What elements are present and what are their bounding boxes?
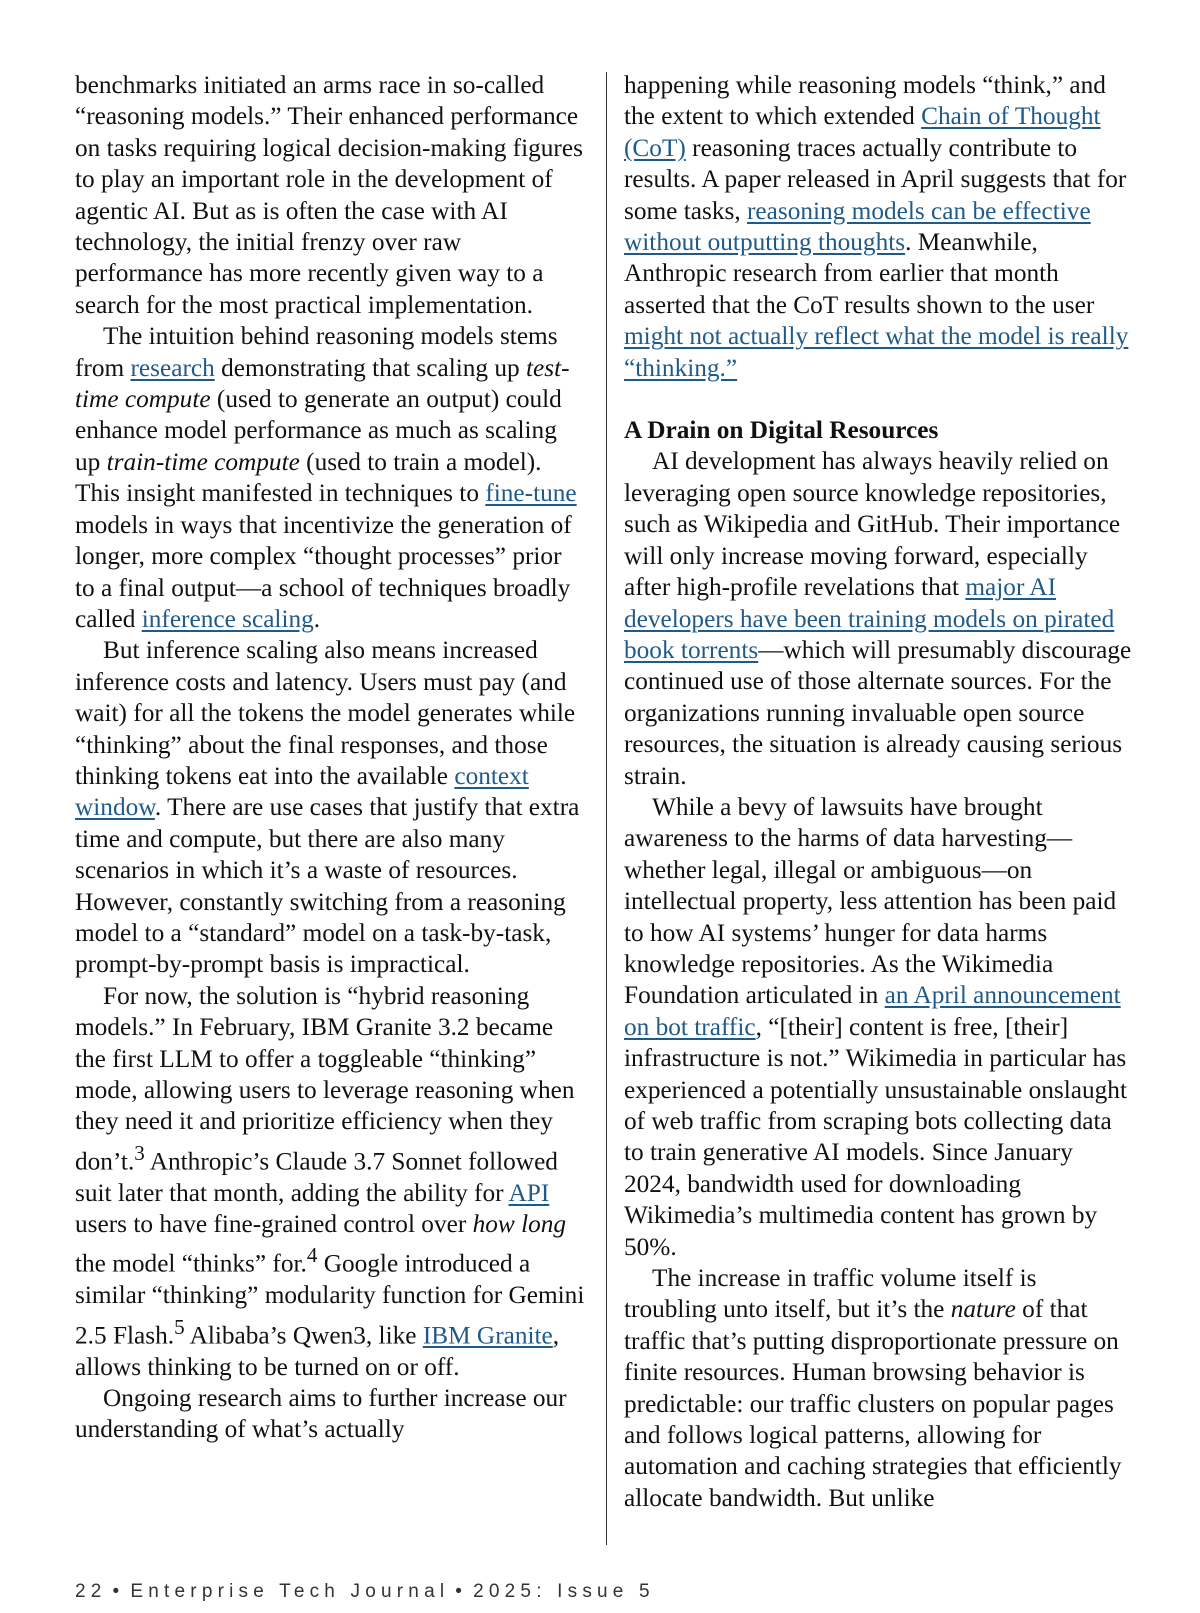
link-inference-scaling[interactable]: inference scaling xyxy=(141,604,314,633)
page-footer xyxy=(75,1581,655,1603)
link-api[interactable]: API xyxy=(508,1178,550,1207)
section-heading: A Drain on Digital Resources xyxy=(624,416,939,445)
link-chain-of-thought[interactable]: Chain of Thought (CoT) xyxy=(624,102,1101,162)
link-ibm-granite[interactable]: IBM Granite xyxy=(422,1321,553,1350)
link-context-window[interactable]: context window xyxy=(75,761,529,822)
paragraph: AI development has always heavily relied on leveraging open source knowledge repositories, such as Wikipedia and GitHub. Their importance will only increase moving forward, especially after high-profile revelations that major AI developers have been training models on pirated book torrents—which will presumably discourage continued use of those alternate sources. For the organizations running invaluable open source resources, the situation is already causing serious strain. xyxy=(624,447,1132,790)
paragraph: While a bevy of lawsuits have brought awareness to the harms of data harvesting—whether legal, illegal or ambiguous—on intellectual property, less attention has been paid to how AI systems’ hunger for data harms knowledge repositories. As the Wikimedia Foundation articulated in an April announcement on bot traffic, “[their] content is free, [their] infrastructure is not.” Wikimedia in particular has experienced a potentially unsustainable onslaught of web traffic from scraping bots collecting data to train generative AI models. Since January 2024, bandwidth used for downloading Wikimedia’s multimedia content has grown by 50%. xyxy=(624,792,1127,1261)
paragraph: But inference scaling also means increased inference costs and latency. Users must pay (and wait) for all the tokens the model generates while “thinking” about the final responses, and those thinking tokens eat into the available context window. There are use cases that justify that extra time and compute, but there are also many scenarios in which it’s a waste of resources. However, constantly switching from a reasoning model to a “standard” model on a task-by-task, prompt-by-prompt basis is impractical. xyxy=(75,636,580,979)
footnote-ref: 5 xyxy=(174,1314,185,1339)
link-research[interactable]: research xyxy=(130,353,215,382)
link-pirated-torrents[interactable]: major AI developers have been training models on pirated book torrents xyxy=(624,573,1115,664)
bullet-separator: • xyxy=(455,1581,468,1602)
issue-label: 2025: Issue 5 xyxy=(473,1581,655,1602)
page-number: 22 xyxy=(75,1581,107,1602)
paragraph: For now, the solution is “hybrid reasoning models.” In February, IBM Granite 3.2 became the first LLM to offer a toggleable “thinking” mode, allowing users to leverage reasoning when they need it and prioritize efficiency when they don’t.$^3$ Anthropic’s Claude 3.7 Sonnet followed suit later that month, adding the ability for API users to have fine-grained control over how long the model “thinks” for.$^4$ Google introduced a similar “thinking” modularity function for Gemini 2.5 Flash.$^5$ Alibaba’s Qwen3, like IBM Granite, allows thinking to be turned on or off. xyxy=(75,981,585,1381)
paragraph: The increase in traffic volume itself is troubling unto itself, but it’s the nature of that traffic that’s putting disproportionate pressure on finite resources. Human browsing behavior is predictable: our traffic clusters on popular pages and follows logical patterns, allowing for automation and caching strategies that efficiently allocate bandwidth. But unlike xyxy=(624,1264,1122,1512)
publication-name: Enterprise Tech Journal xyxy=(130,1581,450,1602)
link-fine-tune[interactable]: fine-tune xyxy=(485,479,577,508)
link-reasoning-without-thoughts[interactable]: reasoning models can be effective without outputting thoughts xyxy=(624,196,1091,257)
paragraph: Ongoing research aims to further increase our understanding of what’s actually xyxy=(75,1383,567,1444)
bullet-separator: • xyxy=(112,1581,125,1602)
paragraph: benchmarks initiated an arms race in so-called “reasoning models.” Their enhanced performance on tasks requiring logical decision-making figures to play an important role in the development of agentic AI. But as is often the case with AI technology, the initial frenzy over raw performance has more recently given way to a search for the most practical implementation. xyxy=(75,71,583,319)
footnote-ref: 3 xyxy=(134,1140,145,1165)
left-column xyxy=(75,70,585,1446)
link-bot-traffic-announcement[interactable]: an April announcement on bot traffic xyxy=(624,981,1121,1041)
paragraph: The intuition behind reasoning models stems from research demonstrating that scaling up test-time compute (used to generate an output) could enhance model performance as much as scaling up train-time compute (used to train a model). This insight manifested in techniques to fine-tune models in ways that incentivize the generation of longer, more complex “thought processes” prior to a final output—a school of techniques broadly called inference scaling. xyxy=(75,322,577,633)
footnote-ref: 4 xyxy=(306,1243,318,1268)
column-divider xyxy=(606,72,607,1545)
link-cot-faithfulness[interactable]: might not actually reflect what the model is really “thinking.” xyxy=(624,322,1129,382)
right-column xyxy=(624,70,1134,1514)
paragraph: happening while reasoning models “think,” and the extent to which extended Chain of Thought (CoT) reasoning traces actually contribute to results. A paper released in April suggests that for some tasks, reasoning models can be effective without outputting thoughts. Meanwhile, Anthropic research from earlier that month asserted that the CoT results shown to the user might not actually reflect what the model is really “thinking.” xyxy=(624,71,1129,382)
